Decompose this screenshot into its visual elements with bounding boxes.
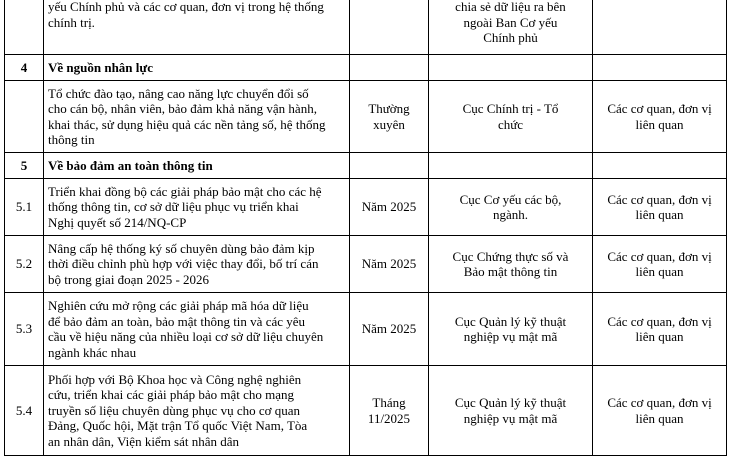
- coordinating-unit-cell: Các cơ quan, đơn vị liên quan: [593, 366, 727, 456]
- task-cell: Phối hợp với Bộ Khoa học và Công nghệ nghiên cứu, triển khai các giải pháp bảo mật cho mạng truyền số liệu chuyên dùng phục vụ cho cơ quan Đảng, Quốc hội, Mặt trận Tổ quốc Việt Nam, Tòa an nhân dân, Viện kiểm sát nhân dân: [44, 366, 350, 456]
- task-cell: Nghiên cứu mở rộng các giải pháp mã hóa dữ liệu để bảo đảm an toàn, bảo mật thông tin và các yêu cầu về hiệu năng của nhiều loại cơ sở dữ liệu chuyên ngành khác nhau: [44, 293, 350, 366]
- lead-unit-cell: Cục Cơ yếu các bộ, ngành.: [429, 179, 593, 236]
- coordinating-unit-cell: Các cơ quan, đơn vị liên quan: [593, 179, 727, 236]
- time-cell: Năm 2025: [350, 293, 429, 366]
- table-row: [5, 0, 727, 55]
- table-row: [5, 236, 727, 293]
- time-cell: Năm 2025: [350, 236, 429, 293]
- table-row: [5, 366, 727, 456]
- task-cell: Triển khai đồng bộ các giải pháp bảo mật cho các hệ thống thông tin, cơ sở dữ liệu phục vụ triển khai Nghị quyết số 214/NQ-CP: [44, 179, 350, 236]
- time-cell: Năm 2025: [350, 179, 429, 236]
- section-row: [5, 153, 727, 179]
- coordinating-unit-cell: Các cơ quan, đơn vị liên quan: [593, 293, 727, 366]
- table-row: [5, 293, 727, 366]
- lead-unit-cell: Cục Chứng thực số và Bảo mật thông tin: [429, 236, 593, 293]
- task-cell: yếu Chính phủ và các cơ quan, đơn vị trong hệ thống chính trị.: [44, 0, 350, 55]
- section-number: 4: [5, 55, 44, 81]
- time-cell: Tháng 11/2025: [350, 366, 429, 456]
- section-number: 5: [5, 153, 44, 179]
- task-cell: Tổ chức đào tạo, nâng cao năng lực chuyển đổi số cho cán bộ, nhân viên, bảo đảm khả năng vận hành, khai thác, sử dụng hiệu quả các nền tảng số, hệ thống thông tin: [44, 81, 350, 153]
- coordinating-unit-cell: Các cơ quan, đơn vị liên quan: [593, 81, 727, 153]
- row-number: [5, 0, 44, 55]
- row-number: 5.4: [5, 366, 44, 456]
- task-cell: Nâng cấp hệ thống ký số chuyên dùng bảo đảm kịp thời điều chỉnh phù hợp với việc thay đổi, bố trí cán bộ trong giai đoạn 2025 - 2026: [44, 236, 350, 293]
- lead-unit-cell: Cục Quản lý kỹ thuật nghiệp vụ mật mã: [429, 366, 593, 456]
- lead-unit-cell: Cục Quản lý kỹ thuật nghiệp vụ mật mã: [429, 293, 593, 366]
- section-title: Về bảo đảm an toàn thông tin: [44, 153, 350, 179]
- row-number: 5.2: [5, 236, 44, 293]
- section-title: Về nguồn nhân lực: [44, 55, 350, 81]
- lead-unit-cell: chia sẻ dữ liệu ra bên ngoài Ban Cơ yếu Chính phủ: [429, 0, 593, 55]
- row-number: 5.1: [5, 179, 44, 236]
- table-row: [5, 81, 727, 153]
- section-row: [5, 55, 727, 81]
- row-number: [5, 81, 44, 153]
- coordinating-unit-cell: [593, 0, 727, 55]
- lead-unit-cell: Cục Chính trị - Tổ chức: [429, 81, 593, 153]
- row-number: 5.3: [5, 293, 44, 366]
- time-cell: [350, 0, 429, 55]
- plan-table: [4, 0, 727, 456]
- coordinating-unit-cell: Các cơ quan, đơn vị liên quan: [593, 236, 727, 293]
- time-cell: Thường xuyên: [350, 81, 429, 153]
- table-row: [5, 179, 727, 236]
